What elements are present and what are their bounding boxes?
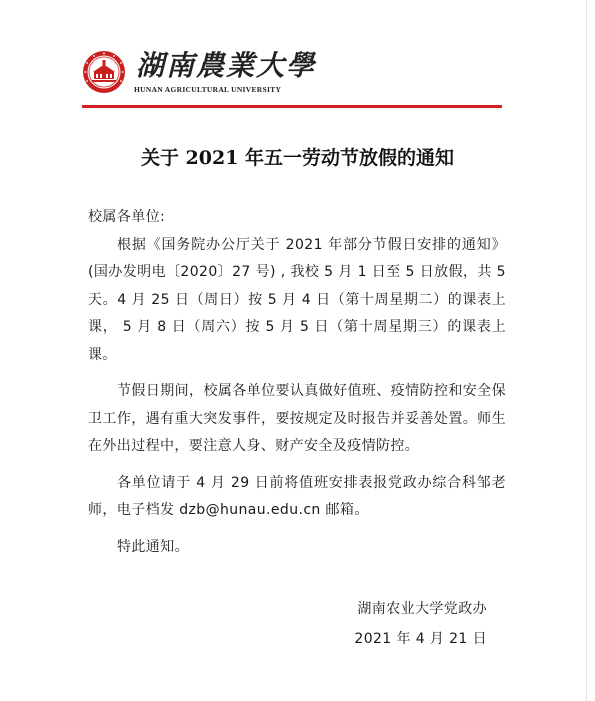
notice-body xyxy=(88,204,506,561)
notice-title: 关于 2021 年五一劳动节放假的通知 xyxy=(140,147,455,169)
signature-date: 2021 年 4 月 21 日 xyxy=(354,631,487,647)
paragraph-duty: 节假日期间，校属各单位要认真做好值班、疫情防控和安全保卫工作，遇有重大突发事件，要按规定及时报告并妥善处置。师生在外出过程中，要注意人身、财产安全及疫情防控。 xyxy=(88,383,506,454)
paragraph-schedule: 根据《国务院办公厅关于 2021 年部分节假日安排的通知》(国办发明电〔2020〕27 号) , 我校 5 月 1 日至 5 日放假，共 5 天。4 月 25 日（周日）按 5 月 4 日（第十周星期二）的课表上课， 5 月 8 日（周六）按 5 月 5 日（第十周星期三）的课表上课。 xyxy=(88,236,506,363)
university-seal-icon xyxy=(82,50,126,94)
university-name-en: HUNAN AGRICULTURAL UNIVERSITY xyxy=(134,85,282,94)
signature-org: 湖南农业大学党政办 xyxy=(357,601,487,617)
page-edge xyxy=(586,0,587,701)
university-name-cn: 湖南農業大學 xyxy=(136,49,317,82)
salutation: 校属各单位: xyxy=(88,209,166,225)
paragraph-closing: 特此通知。 xyxy=(117,538,189,555)
letterhead xyxy=(82,46,512,104)
signature-block xyxy=(354,594,487,654)
letterhead-red-rule xyxy=(82,105,502,108)
paragraph-submission: 各单位请于 4 月 29 日前将值班安排表报党政办综合科邹老师，电子档发 dzb@hunau.edu.cn 邮箱。 xyxy=(88,474,506,518)
